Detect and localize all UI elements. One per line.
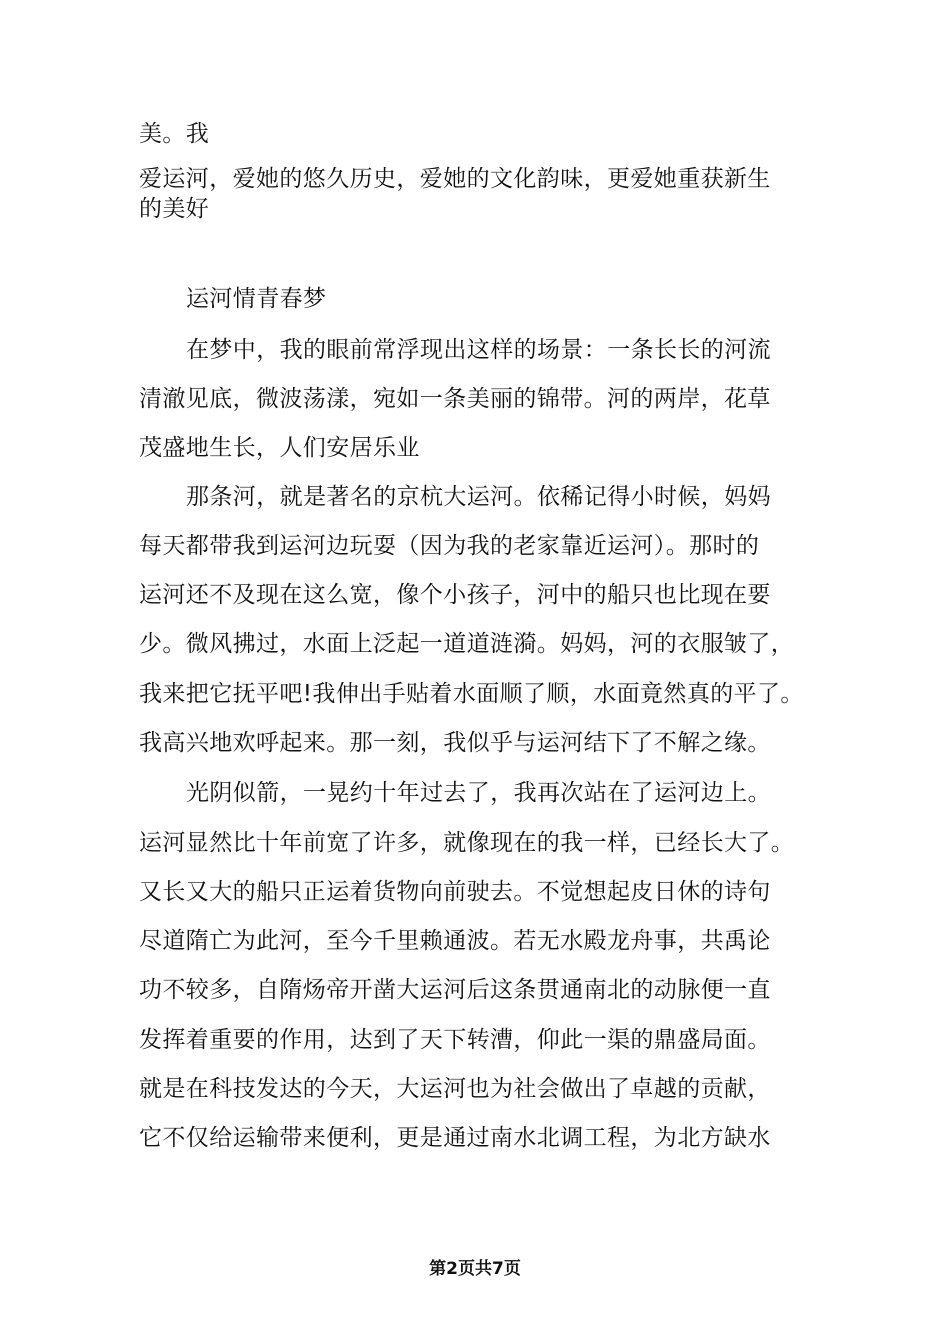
essay-title: 运河情青春梦 xyxy=(186,286,327,312)
paragraph-line: 茂盛地生长，人们安居乐业 xyxy=(139,435,420,461)
paragraph-line: 少。微风拂过，水面上泛起一道道涟漪。妈妈，河的衣服皱了， xyxy=(139,631,795,657)
paragraph-line: 每天都带我到运河边玩耍（因为我的老家靠近运河）。那时的 xyxy=(139,533,760,559)
paragraph-line: 那条河，就是著名的京杭大运河。依稀记得小时候，妈妈 xyxy=(186,484,771,510)
paragraph-line: 在梦中，我的眼前常浮现出这样的场景：一条长长的河流 xyxy=(186,337,771,363)
paragraph-line: 我来把它抚平吧!我伸出手贴着水面顺了顺，水面竟然真的平了。 xyxy=(139,681,804,707)
paragraph-line: 尽道隋亡为此河，至今千里赖通波。若无水殿龙舟事，共禹论 xyxy=(139,928,771,954)
paragraph-line: 它不仅给运输带来便利，更是通过南水北调工程，为北方缺水 xyxy=(139,1125,771,1151)
paragraph-line: 就是在科技发达的今天，大运河也为社会做出了卓越的贡献， xyxy=(139,1076,771,1102)
paragraph-line: 运河显然比十年前宽了许多，就像现在的我一样，已经长大了。 xyxy=(139,830,795,856)
paragraph-line: 运河还不及现在这么宽，像个小孩子，河中的船只也比现在要 xyxy=(139,582,771,608)
text-line: 爱运河，爱她的悠久历史，爱她的文化韵味，更爱她重获新生 xyxy=(139,166,771,192)
text-line: 美。我 xyxy=(139,121,210,147)
paragraph-line: 功不较多，自隋炀帝开凿大运河后这条贯通南北的动脉便一直 xyxy=(139,977,771,1003)
paragraph-line: 清澈见底，微波荡漾，宛如一条美丽的锦带。河的两岸，花草 xyxy=(139,386,771,412)
page-number: 第2页共7页 xyxy=(429,1259,521,1279)
paragraph-line: 发挥着重要的作用，达到了天下转漕，仰此一渠的鼎盛局面。 xyxy=(139,1027,771,1053)
text-line: 的美好 xyxy=(139,196,210,222)
paragraph-line: 我高兴地欢呼起来。那一刻，我似乎与运河结下了不解之缘。 xyxy=(139,730,771,756)
paragraph-line: 又长又大的船只正运着货物向前驶去。不觉想起皮日休的诗句 xyxy=(139,879,771,905)
paragraph-line: 光阴似箭，一晃约十年过去了，我再次站在了运河边上。 xyxy=(186,780,771,806)
